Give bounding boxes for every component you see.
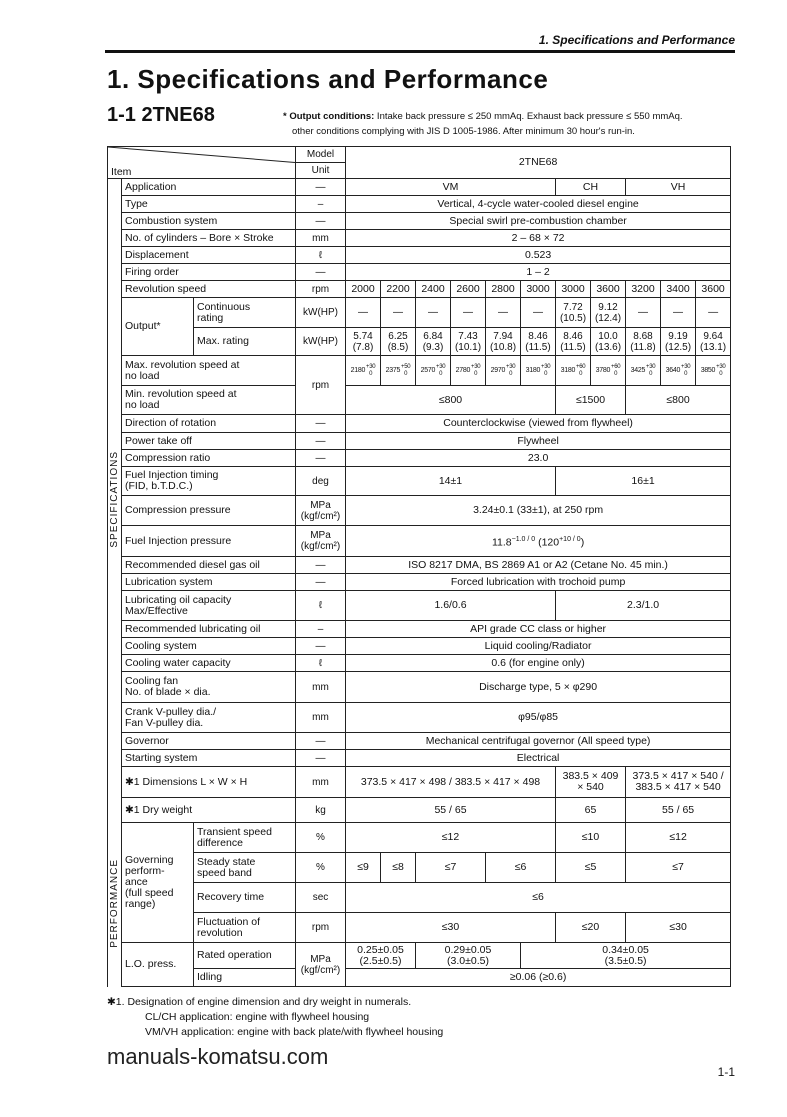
table-row [108, 213, 731, 230]
inj_timing-value: 14±1 [346, 467, 556, 496]
continuous-rating-cell: — [626, 298, 661, 328]
recovery-label: Recovery time [194, 883, 296, 913]
rev-speed-cell: 2000 [346, 281, 381, 298]
rev-speed-cell: 3200 [626, 281, 661, 298]
upper-tolerance: +60 [611, 363, 621, 370]
steady-value: ≤5 [556, 853, 626, 883]
governor-value: Mechanical centrifugal governor (All speed type) [346, 733, 731, 750]
tolerance-value [386, 364, 411, 378]
inj_timing-label: Fuel Injection timing (FID, b.T.D.C.) [122, 467, 296, 496]
table-row [108, 328, 731, 356]
max-rating-unit: kW(HP) [296, 328, 346, 356]
pressure-main: 11.8 [491, 536, 512, 549]
tolerance-value [456, 364, 481, 378]
steady-label: Steady state speed band [194, 853, 296, 883]
note-label: * Output conditions: [283, 111, 375, 122]
main-content [107, 146, 747, 1070]
tolerance-value [596, 364, 621, 378]
item-header [108, 147, 296, 179]
output-label: Output* [122, 298, 194, 356]
dimensions-unit: mm [296, 767, 346, 798]
min-rev-value: ≤1500 [556, 386, 626, 415]
table-row [108, 496, 731, 526]
rev-speed-cell: 3000 [521, 281, 556, 298]
max-rating-cell: 8.46 (11.5) [556, 328, 591, 356]
max-rev-cell [696, 356, 731, 386]
cooling_system-value: Liquid cooling/Radiator [346, 638, 731, 655]
table-row [108, 196, 731, 213]
lo-press-unit: MPa (kgf/cm²) [296, 943, 346, 987]
direction-unit: — [296, 415, 346, 433]
table-row [108, 386, 731, 415]
model-value: 2TNE68 [346, 147, 731, 179]
max-rating-cell: 9.19 (12.5) [661, 328, 696, 356]
page-number: 1-1 [717, 1065, 735, 1079]
inj_timing-value: 16±1 [556, 467, 731, 496]
max-rev-cell [521, 356, 556, 386]
application-value: CH [556, 179, 626, 196]
transient-value: ≤10 [556, 823, 626, 853]
upper-tolerance: +30 [436, 363, 446, 370]
table-row [108, 147, 731, 163]
tolerance-value [351, 364, 376, 378]
steady-unit: % [296, 853, 346, 883]
direction-value: Counterclockwise (viewed from flywheel) [346, 415, 731, 433]
max-rev-cell [591, 356, 626, 386]
lower-tolerance: 0 [509, 370, 513, 377]
max-rev-cell [451, 356, 486, 386]
tolerance [576, 364, 585, 378]
continuous-rating-cell: — [486, 298, 521, 328]
lower-tolerance: 0 [614, 370, 618, 377]
direction-label: Direction of rotation [122, 415, 296, 433]
lub_capacity-unit: ℓ [296, 591, 346, 621]
continuous-rating-cell: — [696, 298, 731, 328]
lub_oil-value: API grade CC class or higher [346, 621, 731, 638]
starting-unit: — [296, 750, 346, 767]
transient-value: ≤12 [346, 823, 556, 853]
rev-speed-cell: 2800 [486, 281, 521, 298]
pressure-tolerance: −1.0 / 0 [511, 535, 536, 543]
lub_oil-label: Recommended lubricating oil [122, 621, 296, 638]
max-rating-cell: 7.94 (10.8) [486, 328, 521, 356]
max-rating-cell: 6.84 (9.3) [416, 328, 451, 356]
table-row [108, 230, 731, 247]
fluctuation-value: ≤30 [626, 913, 731, 943]
footnote-3: VM/VH application: engine with back plate/with flywheel housing [145, 1026, 444, 1038]
steady-value: ≤7 [416, 853, 486, 883]
tolerance-value [491, 364, 516, 378]
pto-unit: — [296, 433, 346, 450]
continuous-rating-cell: — [416, 298, 451, 328]
steady-value: ≤8 [381, 853, 416, 883]
displacement-label: Displacement [122, 247, 296, 264]
rated-operation-label: Rated operation [194, 943, 296, 969]
tolerance [716, 364, 725, 378]
tolerance-value [561, 364, 586, 378]
fluctuation-unit: rpm [296, 913, 346, 943]
base-value: 3180 [525, 367, 541, 374]
base-value: 3850 [700, 367, 716, 374]
tolerance [611, 364, 620, 378]
table-row [108, 638, 731, 655]
table-row [108, 969, 731, 987]
tolerance [366, 364, 375, 378]
upper-tolerance: +30 [471, 363, 481, 370]
firing-value: 1 – 2 [346, 264, 731, 281]
inj-pressure-unit: MPa (kgf/cm²) [296, 526, 346, 557]
table-row [108, 557, 731, 574]
table-row [108, 913, 731, 943]
lower-tolerance: 0 [404, 370, 408, 377]
table-row [108, 767, 731, 798]
revolution-label: Revolution speed [122, 281, 296, 298]
table-row [108, 655, 731, 672]
base-value: 2180 [350, 367, 366, 374]
lub_capacity-label: Lubricating oil capacity Max/Effective [122, 591, 296, 621]
max-rev-cell [661, 356, 696, 386]
comp_ratio-label: Compression ratio [122, 450, 296, 467]
base-value: 2375 [385, 367, 401, 374]
base-value: 2970 [490, 367, 506, 374]
continuous-rating-cell: — [381, 298, 416, 328]
max-rev-cell [416, 356, 451, 386]
continuous-rating-cell: — [346, 298, 381, 328]
base-value: 3180 [560, 367, 576, 374]
output-conditions-note [283, 111, 683, 123]
pto-label: Power take off [122, 433, 296, 450]
recovery-unit: sec [296, 883, 346, 913]
rev-speed-cell: 2400 [416, 281, 451, 298]
table-row [108, 703, 731, 733]
rev-speed-cell: 3600 [696, 281, 731, 298]
table-row [108, 574, 731, 591]
comp_pressure-unit: MPa (kgf/cm²) [296, 496, 346, 526]
cooling_system-unit: — [296, 638, 346, 655]
table-row [108, 179, 731, 196]
steady-value: ≤9 [346, 853, 381, 883]
page-title: 1. Specifications and Performance [107, 64, 549, 94]
dimensions-value: 373.5 × 417 × 498 / 383.5 × 417 × 498 [346, 767, 556, 798]
idling-label: Idling [194, 969, 296, 987]
steady-value: ≤6 [486, 853, 556, 883]
max-rating-cell: 6.25 (8.5) [381, 328, 416, 356]
starting-value: Electrical [346, 750, 731, 767]
transient-value: ≤12 [626, 823, 731, 853]
table-row [108, 798, 731, 823]
displacement-value: 0.523 [346, 247, 731, 264]
starting-label: Starting system [122, 750, 296, 767]
comp_ratio-unit: — [296, 450, 346, 467]
application-label: Application [122, 179, 296, 196]
table-row [108, 415, 731, 433]
max-rev-cell [556, 356, 591, 386]
combustion-unit: — [296, 213, 346, 230]
firing-unit: — [296, 264, 346, 281]
recovery-value: ≤6 [346, 883, 731, 913]
max-rating-cell: 5.74 (7.8) [346, 328, 381, 356]
table-row [108, 943, 731, 969]
comp_ratio-value: 23.0 [346, 450, 731, 467]
min-rev-value: ≤800 [626, 386, 731, 415]
table-row [108, 356, 731, 386]
continuous-rating-cell: — [451, 298, 486, 328]
cooling_fan-unit: mm [296, 672, 346, 703]
table-row [108, 672, 731, 703]
vertical-label: PERFORMANCE [109, 858, 120, 948]
upper-tolerance: +50 [401, 363, 411, 370]
governing-label: Governing perform- ance (full speed range) [122, 823, 194, 943]
cooling_water-unit: ℓ [296, 655, 346, 672]
continuous-rating-cell: — [521, 298, 556, 328]
lower-tolerance: 0 [649, 370, 653, 377]
tolerance [471, 364, 480, 378]
base-value: 2780 [455, 367, 471, 374]
fluctuation-value: ≤30 [346, 913, 556, 943]
dry_weight-value: 55 / 65 [346, 798, 556, 823]
diesel-label: Recommended diesel gas oil [122, 557, 296, 574]
rev-speed-cell: 3000 [556, 281, 591, 298]
dimensions-label: ✱1 Dimensions L × W × H [122, 767, 296, 798]
base-value: 3780 [595, 367, 611, 374]
table-row [108, 853, 731, 883]
lower-tolerance: 0 [369, 370, 373, 377]
upper-tolerance: +60 [576, 363, 586, 370]
watermark: manuals-komatsu.com [107, 1044, 329, 1069]
dry_weight-label: ✱1 Dry weight [122, 798, 296, 823]
continuous-rating-cell: — [661, 298, 696, 328]
cylinders-unit: mm [296, 230, 346, 247]
max-rating-cell: 9.64 (13.1) [696, 328, 731, 356]
upper-tolerance: +30 [541, 363, 551, 370]
model-label: Model [296, 147, 346, 163]
lower-tolerance: 0 [684, 370, 688, 377]
application-value: VH [626, 179, 731, 196]
tolerance [681, 364, 690, 378]
combustion-value: Special swirl pre-combustion chamber [346, 213, 731, 230]
item-label: Item [111, 166, 132, 178]
max-rev-cell [486, 356, 521, 386]
cylinders-value: 2 – 68 × 72 [346, 230, 731, 247]
max-rating-cell: 10.0 (13.6) [591, 328, 626, 356]
lub_system-unit: — [296, 574, 346, 591]
table-row [108, 526, 731, 557]
tolerance [436, 364, 445, 378]
max-rev-cell [346, 356, 381, 386]
tolerance-value [666, 364, 691, 378]
table-row [108, 621, 731, 638]
max-rating-cell: 8.68 (11.8) [626, 328, 661, 356]
steady-value: ≤7 [626, 853, 731, 883]
fluctuation-value: ≤20 [556, 913, 626, 943]
max-rev-label: Max. revolution speed at no load [122, 356, 296, 386]
table-row [108, 750, 731, 767]
tolerance [541, 364, 550, 378]
lub_capacity-value: 1.6/0.6 [346, 591, 556, 621]
rev-speed-cell: 3600 [591, 281, 626, 298]
pressure-alt: (120 [538, 536, 560, 549]
type-label: Type [122, 196, 296, 213]
rev-unit: rpm [296, 356, 346, 415]
table-row [108, 883, 731, 913]
tolerance [646, 364, 655, 378]
section-title: 1-1 2TNE68 [107, 104, 215, 126]
diagonal-line [108, 147, 295, 178]
diesel-value: ISO 8217 DMA, BS 2869 A1 or A2 (Cetane No. 45 min.) [346, 557, 731, 574]
combustion-label: Combustion system [122, 213, 296, 230]
fluctuation-label: Fluctuation of revolution [194, 913, 296, 943]
lo-press-label: L.O. press. [122, 943, 194, 987]
output-conditions-note-2: other conditions complying with JIS D 1005-1986. After minimum 30 hour's run-in. [292, 126, 635, 137]
lub_capacity-value: 2.3/1.0 [556, 591, 731, 621]
comp_pressure-value: 3.24±0.1 (33±1), at 250 rpm [346, 496, 731, 526]
idling-value: ≥0.06 (≥0.6) [346, 969, 731, 987]
rated-value: 0.29±0.05 (3.0±0.5) [416, 943, 521, 969]
lower-tolerance: 0 [719, 370, 723, 377]
table-row [108, 467, 731, 496]
dry_weight-unit: kg [296, 798, 346, 823]
note-text: Intake back pressure ≤ 250 mmAq. Exhaust back pressure ≤ 550 mmAq. [374, 111, 683, 122]
lub_system-value: Forced lubrication with trochoid pump [346, 574, 731, 591]
table-row [108, 247, 731, 264]
dry_weight-value: 65 [556, 798, 626, 823]
upper-tolerance: +30 [681, 363, 691, 370]
table-row [108, 733, 731, 750]
unit-label: Unit [296, 163, 346, 179]
diesel-unit: — [296, 557, 346, 574]
base-value: 3640 [665, 367, 681, 374]
governor-unit: — [296, 733, 346, 750]
rev-speed-cell: 3400 [661, 281, 696, 298]
dimensions-value: 383.5 × 409 × 540 [556, 767, 626, 798]
upper-tolerance: +30 [366, 363, 376, 370]
max-rev-cell [626, 356, 661, 386]
lower-tolerance: 0 [474, 370, 478, 377]
displacement-unit: ℓ [296, 247, 346, 264]
max-rev-cell [381, 356, 416, 386]
max-rating-cell: 7.43 (10.1) [451, 328, 486, 356]
application-unit: — [296, 179, 346, 196]
lub_system-label: Lubrication system [122, 574, 296, 591]
application-value: VM [346, 179, 556, 196]
header-rule [105, 50, 735, 53]
upper-tolerance: +30 [506, 363, 516, 370]
inj_timing-unit: deg [296, 467, 346, 496]
transient-label: Transient speed difference [194, 823, 296, 853]
lower-tolerance: 0 [579, 370, 583, 377]
pulley-label: Crank V-pulley dia./ Fan V-pulley dia. [122, 703, 296, 733]
inj-pressure-label: Fuel Injection pressure [122, 526, 296, 557]
min-rev-value: ≤800 [346, 386, 556, 415]
pulley-unit: mm [296, 703, 346, 733]
governor-label: Governor [122, 733, 296, 750]
base-value: 3425 [630, 367, 646, 374]
comp_pressure-label: Compression pressure [122, 496, 296, 526]
rev-speed-cell: 2600 [451, 281, 486, 298]
continuous-label: Continuous rating [194, 298, 296, 328]
max-rating-label: Max. rating [194, 328, 296, 356]
pulley-value: φ95/φ85 [346, 703, 731, 733]
tolerance [506, 364, 515, 378]
cooling_fan-value: Discharge type, 5 × φ290 [346, 672, 731, 703]
tolerance-value [421, 364, 446, 378]
base-value: 2570 [420, 367, 436, 374]
table-row [108, 281, 731, 298]
upper-tolerance: +30 [646, 363, 656, 370]
cooling_water-value: 0.6 (for engine only) [346, 655, 731, 672]
specifications-label [108, 179, 122, 823]
inj-pressure-value [346, 526, 731, 557]
tolerance-value [701, 364, 726, 378]
footnote-1: ✱1. Designation of engine dimension and dry weight in numerals. [107, 996, 412, 1008]
running-header: 1. Specifications and Performance [538, 33, 735, 47]
dry_weight-value: 55 / 65 [626, 798, 731, 823]
transient-unit: % [296, 823, 346, 853]
continuous-rating-cell: 7.72 (10.5) [556, 298, 591, 328]
type-unit: – [296, 196, 346, 213]
vertical-label: SPECIFICATIONS [109, 450, 120, 548]
pto-value: Flywheel [346, 433, 731, 450]
performance-label [108, 823, 122, 987]
table-row [108, 450, 731, 467]
rated-value: 0.25±0.05 (2.5±0.5) [346, 943, 416, 969]
dimensions-value: 373.5 × 417 × 540 / 383.5 × 417 × 540 [626, 767, 731, 798]
firing-label: Firing order [122, 264, 296, 281]
min-rev-label: Min. revolution speed at no load [122, 386, 296, 415]
cylinders-label: No. of cylinders – Bore × Stroke [122, 230, 296, 247]
pressure-alt-tolerance: +10 / 0 [559, 535, 581, 543]
table-row [108, 298, 731, 328]
tolerance [401, 364, 410, 378]
tolerance-value [631, 364, 656, 378]
table-row [108, 823, 731, 853]
cooling_system-label: Cooling system [122, 638, 296, 655]
type-value: Vertical, 4-cycle water-cooled diesel engine [346, 196, 731, 213]
max-rating-cell: 8.46 (11.5) [521, 328, 556, 356]
table-row [108, 264, 731, 281]
cooling_fan-label: Cooling fan No. of blade × dia. [122, 672, 296, 703]
lower-tolerance: 0 [439, 370, 443, 377]
continuous-unit: kW(HP) [296, 298, 346, 328]
continuous-rating-cell: 9.12 (12.4) [591, 298, 626, 328]
rated-value: 0.34±0.05 (3.5±0.5) [521, 943, 731, 969]
rev-speed-cell: 2200 [381, 281, 416, 298]
pressure-close: ) [580, 536, 585, 549]
table-row [108, 591, 731, 621]
lub_oil-unit: – [296, 621, 346, 638]
specifications-table [107, 146, 731, 987]
table-row [108, 433, 731, 450]
lower-tolerance: 0 [544, 370, 548, 377]
upper-tolerance: +30 [716, 363, 726, 370]
tolerance-value [526, 364, 551, 378]
cooling_water-label: Cooling water capacity [122, 655, 296, 672]
revolution-unit: rpm [296, 281, 346, 298]
footnote-2: CL/CH application: engine with flywheel housing [145, 1011, 370, 1023]
